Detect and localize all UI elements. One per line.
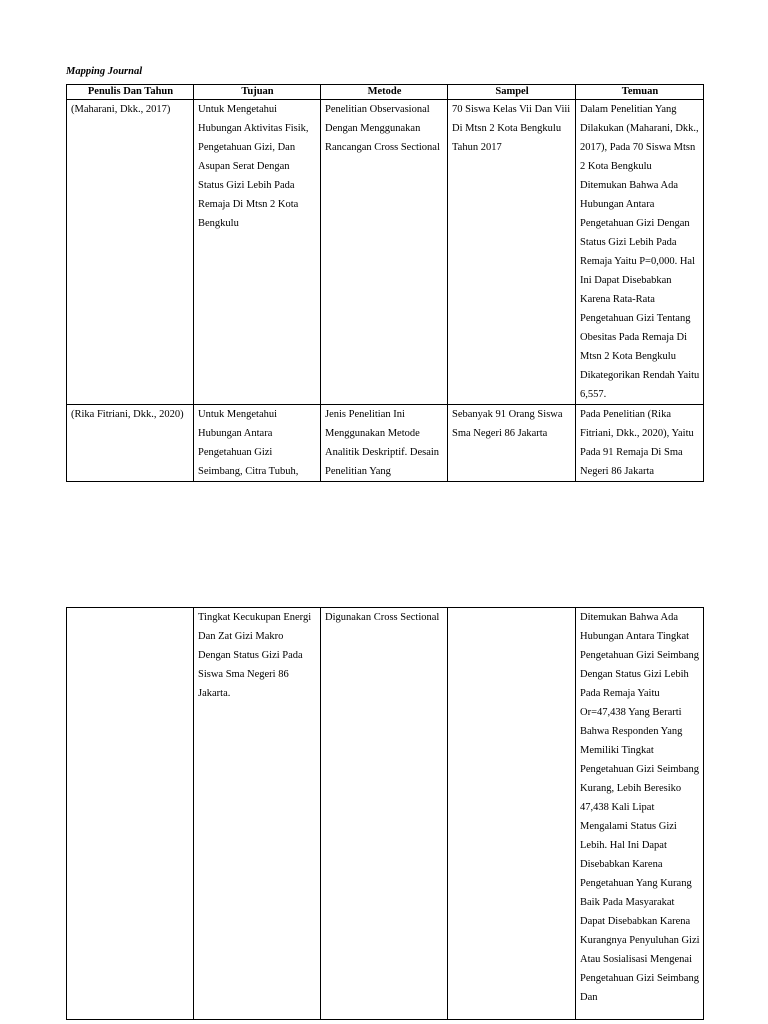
cell-sampel [448,405,576,482]
cell-metode-text: Digunakan Cross Sectional [325,612,440,623]
cell-tujuan [194,100,321,405]
cell-metode [321,100,448,405]
document-title: Mapping Journal [66,66,143,77]
cell-metode [321,608,448,1020]
table-row [67,608,704,1020]
cell-tujuan-text: Untuk Mengetahui Hubungan Antara Pengetahuan Gizi Seimbang, Citra Tubuh, [198,409,299,477]
cell-metode-text: Jenis Penelitian Ini Menggunakan Metode Analitik Deskriptif. Desain Penelitian Yang [325,409,440,477]
header-metode: Metode [321,85,448,100]
cell-penulis [67,100,194,405]
cell-sampel [448,100,576,405]
table-header-row [67,85,704,100]
cell-temuan [576,405,704,482]
mapping-journal-table-continuation [66,607,704,1020]
cell-penulis [67,405,194,482]
cell-temuan-text: Ditemukan Bahwa Ada Hubungan Antara Tingkat Pengetahuan Gizi Seimbang Dengan Status Gizi Lebih Pada Remaja Yaitu Or=47,438 Yang Berarti Bahwa Responden Yang Memiliki Tingkat Pengetahuan Gizi Seimbang Kurang, Lebih Beresiko 47,438 Kali Lipat Mengalami Status Gizi Lebih. Hal Ini Dapat Disebabkan Karena Pengetahuan Yang Kurang Baik Pada Masyarakat Dapat Disebabkan Karena Kurangnya Penyuluhan Gizi Atau Sosialisasi Mengenai Pengetahuan Gizi Seimbang Dan [580,612,700,1003]
cell-temuan [576,608,704,1020]
cell-tujuan-text: Tingkat Kecukupan Energi Dan Zat Gizi Makro Dengan Status Gizi Pada Siswa Sma Negeri 86 Jakarta. [198,612,312,699]
cell-temuan [576,100,704,405]
cell-penulis [67,608,194,1020]
header-penulis: Penulis Dan Tahun [67,85,194,100]
header-tujuan: Tujuan [194,85,321,100]
header-sampel: Sampel [448,85,576,100]
table-row [67,405,704,482]
header-temuan: Temuan [576,85,704,100]
table-row [67,100,704,405]
cell-metode-text: Penelitian Observasional Dengan Menggunakan Rancangan Cross Sectional [325,104,440,153]
cell-temuan-text: Dalam Penelitian Yang Dilakukan (Maharani, Dkk., 2017), Pada 70 Siswa Mtsn 2 Kota Bengkulu Ditemukan Bahwa Ada Hubungan Antara Pengetahuan Gizi Dengan Status Gizi Lebih Pada Remaja Yaitu P=0,000. Hal Ini Dapat Disebabkan Karena Rata-Rata Pengetahuan Gizi Tentang Obesitas Pada Remaja Di Mtsn 2 Kota Bengkulu Dikategorikan Rendah Yaitu 6,557. [580,104,700,400]
cell-sampel-text: Sebanyak 91 Orang Siswa Sma Negeri 86 Jakarta [452,409,563,439]
mapping-journal-table [66,84,704,482]
cell-tujuan [194,608,321,1020]
cell-penulis-text: (Rika Fitriani, Dkk., 2020) [71,409,184,420]
cell-temuan-text: Pada Penelitian (Rika Fitriani, Dkk., 2020), Yaitu Pada 91 Remaja Di Sma Negeri 86 Jakarta [580,409,694,477]
cell-tujuan [194,405,321,482]
cell-metode [321,405,448,482]
cell-sampel-text: 70 Siswa Kelas Vii Dan Viii Di Mtsn 2 Kota Bengkulu Tahun 2017 [452,104,571,153]
cell-penulis-text: (Maharani, Dkk., 2017) [71,104,171,115]
cell-sampel [448,608,576,1020]
cell-tujuan-text: Untuk Mengetahui Hubungan Aktivitas Fisik, Pengetahuan Gizi, Dan Asupan Serat Dengan Status Gizi Lebih Pada Remaja Di Mtsn 2 Kota Bengkulu [198,104,309,229]
